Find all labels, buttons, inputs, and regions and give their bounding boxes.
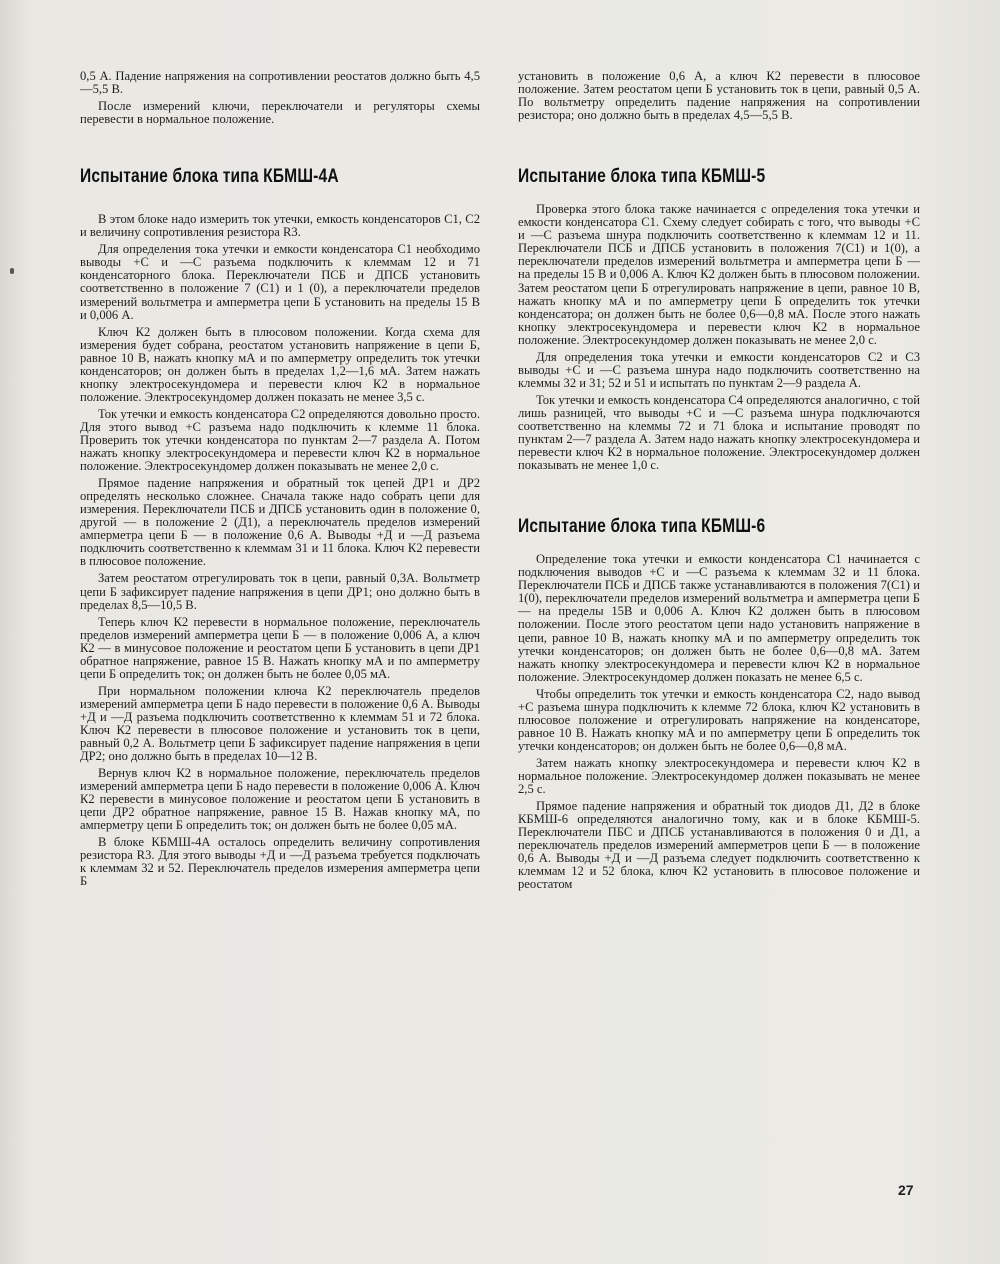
paragraph: Теперь ключ К2 перевести в нормальное положение, переключатель пределов измерений амперметра цепи Б — в положение 0,006 А, а ключ К2 — в минусовое положение и реостатом цепи Б установить в цепи ДР1 обратное напряжение, равное 15 В. Нажать кнопку мА и по амперметру цепи Б определить ток; он должен быть не более 0,05 мА. bbox=[80, 614, 480, 681]
page-number: 27 bbox=[898, 1182, 914, 1198]
paragraph: Затем реостатом отрегулировать ток в цепи, равный 0,3А. Вольтметр цепи Б зафиксирует падение напряжения в цепи ДР1; оно должно быть в пределах 8,5—10,5 В. bbox=[80, 571, 480, 612]
paragraph: В блоке КБМШ-4А осталось определить величину сопротивления резистора R3. Для этого выводы +Д и —Д разъема требуется подключать к клеммам 32 и 52. Переключатель пределов измерения амперметра цепи Б bbox=[80, 835, 480, 889]
paragraph: В этом блоке надо измерить ток утечки, емкость конденсаторов С1, С2 и величину сопротивления резистора R3. bbox=[80, 212, 480, 240]
section-heading-kbmsh-4a: Испытание блока типа КБМШ-4А bbox=[80, 166, 339, 188]
scan-speck bbox=[10, 268, 14, 274]
section-heading-kbmsh-5: Испытание блока типа КБМШ-5 bbox=[518, 166, 766, 188]
section-heading-kbmsh-6: Испытание блока типа КБМШ-6 bbox=[518, 516, 766, 538]
paragraph: Проверка этого блока также начинается с определения тока утечки и емкости конденсатора С1. Схему следует собирать с того, что выводы +С и —С разъема шнура подключить соответственно к клеммам 12 и 11. Переключатели ПСБ и ДПСБ установить в положения 7(С1) и 1(0), а переключатели пределов измерений вольтметра и амперметра цепи Б — на пределы 15 В и 0,006 А. Ключ К2 должен быть в плюсовом положении. Затем реостатом цепи Б отрегулировать напряжение в цепи, равное 10 В, нажать кнопку мА и по амперметру цепи Б определить ток утечки конденсатора; он должен быть не более 0,6—0,8 мА. После этого нажать кнопку электросекундомера и перевести ключ К2 в нормальное положение. Электросекундомер должен показывать не менее 2,0 с. bbox=[518, 202, 920, 347]
paragraph: 0,5 А. Падение напряжения на сопротивлении реостатов должно быть 4,5—5,5 В. bbox=[80, 69, 480, 97]
paragraph: Прямое падение напряжения и обратный ток диодов Д1, Д2 в блоке КБМШ-6 определяются аналогично тому, как и в блоке КБМШ-5. Переключатели ПБС и ДПСБ устанавливаются в положения 0 и Д1, а переключатель пределов измерений амперметров цепи Б — в положение 0,6 А. Выводы +Д и —Д разъема следует подключить соответственно к клеммам 12 и 52 блока, ключ К2 установить в плюсовое положение и реостатом bbox=[518, 799, 920, 892]
paragraph: Ключ К2 должен быть в плюсовом положении. Когда схема для измерения будет собрана, реостатом установить напряжение в цепи Б, равное 10 В, нажать кнопку мА и по амперметру определить ток утечки конденсаторов; он должен быть в пределах 1,2—1,6 мА. Затем нажать кнопку электросекундомера и перевести ключ К2 в нормальное положение. Электросекундомер должен показать не менее 3,5 с. bbox=[80, 324, 480, 404]
paragraph: Прямое падение напряжения и обратный ток цепей ДР1 и ДР2 определять несколько сложнее. Сначала также надо собрать цепи для измерения. Переключатели ПСБ и ДПСБ установить один в положение 0, другой — в положение 2 (Д1), а переключатель пределов измерений амперметра цепи Б — в положение 0,6 А. Выводы +Д и —Д разъема подключить соответственно к клеммам 31 и 11 блока. Ключ К2 перевести в плюсовое положение. bbox=[80, 476, 480, 569]
right-column bbox=[518, 70, 920, 895]
paragraph: Вернув ключ К2 в нормальное положение, переключатель пределов измерений амперметра цепи Б надо перевести в положение 0,006 А. Ключ К2 перевести в минусовое положение и реостатом цепи Б установить в цепи ДР2 обратное напряжение, равное 15 В. Нажав кнопку мА, по амперметру цепи Б определить ток; он должен быть не более 0,05 мА. bbox=[80, 766, 480, 833]
paragraph: После измерений ключи, переключатели и регуляторы схемы перевести в нормальное положение. bbox=[80, 99, 480, 127]
paragraph: Для определения тока утечки и емкости конденсатора С1 необходимо выводы +С и —С разъема подключить к клеммам 12 и 71 конденсаторного блока. Переключатели ПСБ и ДПСБ установить соответственно в положение 7 (С1) и 1 (0), а переключатели пределов измерений вольтметра и амперметра цепи Б установить на пределы 15 В и 0,006 А. bbox=[80, 242, 480, 322]
paragraph: установить в положение 0,6 А, а ключ К2 перевести в плюсовое положение. Затем реостатом цепи Б установить ток в цепи, равный 0,5 А. По вольтметру определить падение напряжения на сопротивлении резистора; оно должно быть в пределах 4,5—5,5 В. bbox=[518, 69, 920, 123]
paragraph: Ток утечки и емкость конденсатора С2 определяются довольно просто. Для этого вывод +С разъема надо подключить к клемме 11 блока. Проверить ток утечки конденсатора по пунктам 2—7 раздела А. Потом нажать кнопку электросекундомера и перевести ключ К2 в нормальное положение. Электросекундомер должен показывать не менее 2,0 с. bbox=[80, 406, 480, 474]
paragraph: Для определения тока утечки и емкости конденсаторов С2 и С3 выводы +С и —С разъема шнура надо подключить соответственно на клеммы 32 и 31; 52 и 51 и испытать по пунктам 2—9 раздела А. bbox=[518, 349, 920, 390]
paragraph: Ток утечки и емкость конденсатора С4 определяются аналогично, с той лишь разницей, что выводы +С и —С разъема шнура подключаются соответственно на клеммы 72 и 71 блока и испытание проводят по пунктам 2—7 раздела А. Затем надо нажать кнопку электросекундомера и перевести ключ К2 в нормальное положение. Электросекундомер должен показывать не менее 1,0 с. bbox=[518, 392, 920, 473]
paragraph: Определение тока утечки и емкости конденсатора С1 начинается с подключения выводов +С и —С разъема к клеммам 32 и 11 блока. Переключатели ПСБ и ДПСБ также устанавливаются в положения 7(С1) и 1(0), переключатели пределов измерений вольтметра и амперметра цепи Б — на пределы 15В и 0,006 А. Ключ К2 должен быть в плюсовом положении. После этого реостатом цепи надо установить напряжение в цепи, равное 10 В, нажать кнопку мА и по амперметру определить ток утечки конденсаторов; он должен быть не более 0,6—0,8 мА. Затем нажать кнопку электросекундомера и перевести ключ К2 в нормальное положение. Электросекундомер должен показать не менее 6,5 с. bbox=[518, 552, 920, 684]
left-column bbox=[80, 70, 480, 893]
paragraph: Затем нажать кнопку электросекундомера и перевести ключ К2 в нормальное положение. Электросекундомер должен показывать не менее 2,5 с. bbox=[518, 755, 920, 797]
paragraph: Чтобы определить ток утечки и емкость конденсатора С2, надо вывод +С разъема шнура подключить к клемме 72 блока, ключ К2 установить в плюсовое положение и отрегулировать напряжение на конденсаторе, равное 10 В. Нажать кнопку мА и по амперметру цепи Б определить ток утечки конденсаторов; он должен быть не более 0,6—0,8 мА. bbox=[518, 686, 920, 753]
paragraph: При нормальном положении ключа К2 переключатель пределов измерений амперметра цепи Б надо перевести в положение 0,6 А. Выводы +Д и —Д разъема подключить соответственно к клеммам 51 и 72 блока. Ключ К2 перевести в плюсовое положение и установить ток в цепи, равный 0,2 А. Вольтметр цепи Б зафиксирует падение напряжения в цепи ДР2; оно должно быть в пределах 10—12 В. bbox=[80, 683, 480, 764]
